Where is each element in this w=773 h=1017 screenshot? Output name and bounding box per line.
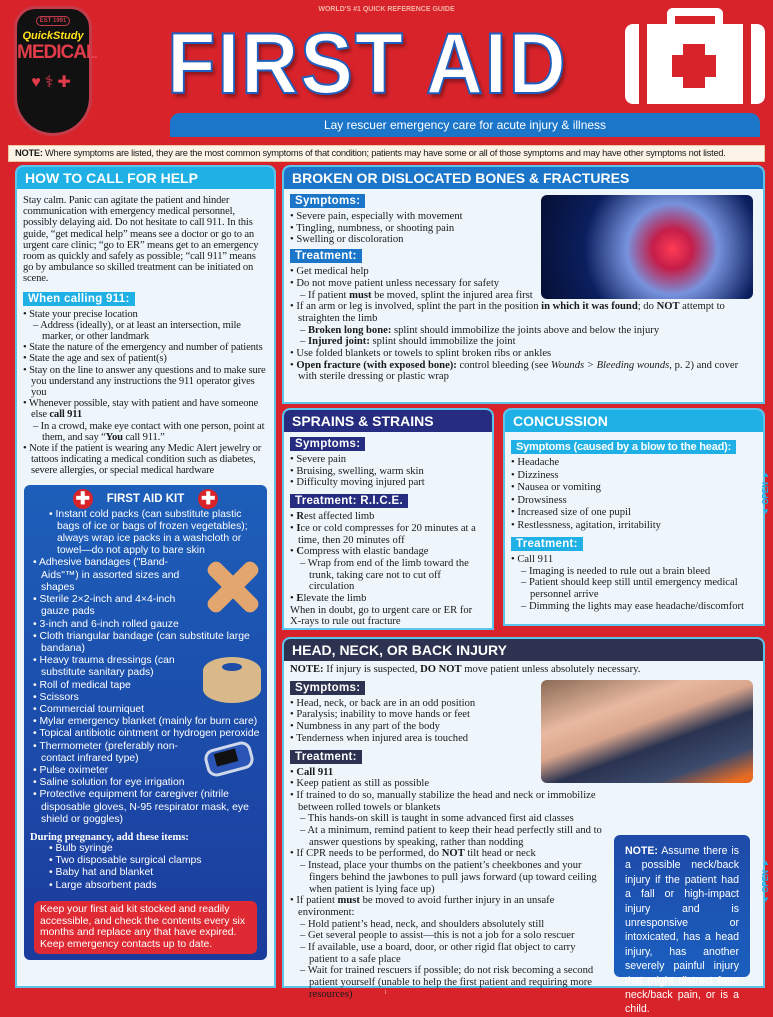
list-item: • Whenever possible, stay with patient and have someone else call 911	[23, 398, 268, 420]
treatment-label: Treatment:	[290, 249, 362, 263]
intro-paragraph: Stay calm. Panic can agitate the patient and hinder communication with emergency medical personnel, possibly delaying aid. Do not hesitate to call 911. In this guide, “get medical help” means see a doctor or go to an urgent care clinic; “go to ER” means get to an emergency room as quickly and safely as possible; “call 911” means go by ambulance so skilled treatment can be initiated on scene.	[23, 195, 259, 285]
treatment-list	[290, 511, 486, 605]
pregnancy-item: • Two disposable surgical clamps	[30, 855, 261, 867]
list-item: • Nausea or vomiting	[511, 482, 757, 495]
sprains-footer: When in doubt, go to urgent care or ER for X-rays to rule out fracture	[290, 604, 473, 628]
symptoms-list	[511, 457, 757, 532]
kit-item: • Cloth triangular bandage (can substitute large bandana)	[30, 631, 261, 655]
tagline: WORLD'S #1 QUICK REFERENCE GUIDE	[318, 6, 455, 13]
head-note: NOTE: If injury is suspected, DO NOT move patient unless absolutely necessary.	[290, 664, 641, 675]
how-to-call-section	[15, 165, 276, 988]
section-title: HOW TO CALL FOR HELP	[17, 167, 274, 189]
list-item: – Patient should keep still until emergency medical personnel arrive	[511, 577, 757, 600]
list-item: • Compress with elastic bandage	[290, 546, 486, 558]
list-item: – Broken long bone: splint should immobilize the joints above and below the injury	[290, 325, 757, 337]
list-item: • Open fracture (with exposed bone): control bleeding (see Wounds > Bleeding wounds, p. 2) and cover with sterile dressing or plastic wrap	[290, 360, 757, 383]
section-title: BROKEN OR DISLOCATED BONES & FRACTURES	[284, 167, 763, 189]
kit-item: • Commercial tourniquet	[30, 704, 261, 716]
shoulder-xray-image	[541, 195, 753, 299]
list-item: • Tenderness when injured area is touched	[290, 733, 757, 745]
treatment-label: Treatment:	[290, 750, 362, 764]
list-item: • If an arm or leg is involved, splint the part in the position in which it was found; do NOT attempt to straighten the limb	[290, 301, 757, 324]
neck-injury-note: NOTE: Assume there is a possible neck/back injury if the patient had a fall or high-impact injury and is unresponsive or intoxicated, has a head injury, has another severely painful injury that might distract from neck/back pain, or is a child.	[614, 835, 750, 977]
list-item: • Bruising, swelling, warm skin	[290, 466, 486, 478]
pregnancy-list	[30, 843, 261, 892]
treatment-label: Treatment:	[511, 537, 583, 551]
open-tab: ▲ OPEN ▼	[761, 470, 770, 516]
list-item: • Elevate the limb	[290, 593, 486, 605]
list-item: – If available, use a board, door, or other rigid flat object to carry patient to a safe place	[290, 942, 606, 965]
treatment-list	[290, 767, 606, 1001]
pregnancy-item: • Baby hat and blanket	[30, 867, 261, 879]
treatment-label: Treatment: R.I.C.E.	[290, 494, 408, 508]
quickstudy-medical-logo: EST 1991 QuickStudy MEDICAL ♥⚕✚	[14, 6, 92, 136]
concussion-section	[503, 408, 765, 626]
list-item: – If patient must be moved, splint the injured area first	[290, 290, 757, 302]
list-item: – Instead, place your thumbs on the patient’s cheekbones and your fingers behind the jawbones to pull jaws forward (up toward ceiling when patient is lying face up)	[290, 860, 606, 895]
list-item: – Wrap from end of the limb toward the trunk, taking care not to cut off circulation	[290, 558, 486, 593]
kit-list	[30, 509, 261, 826]
list-item: • State the age and sex of patient(s)	[23, 353, 268, 364]
pregnancy-item: • Bulb syringe	[30, 843, 261, 855]
list-item: – Injured joint: splint should immobilize the joint	[290, 336, 757, 348]
list-item: • Call 911	[511, 554, 757, 566]
list-item: • Restlessness, agitation, irritability	[511, 520, 757, 533]
list-item: • Use folded blankets or towels to splint broken ribs or ankles	[290, 348, 757, 360]
sprains-section	[282, 408, 494, 630]
kit-reminder: Keep your first aid kit stocked and readily accessible, and check the contents every six months and replace any that have expired. Keep emergency contacts up to date.	[34, 901, 257, 954]
list-item: • If CPR needs to be performed, do NOT tilt head or neck	[290, 848, 606, 860]
treatment-list	[511, 554, 757, 613]
open-tab: ▲ OPEN ▼	[761, 858, 770, 904]
list-item: • Tingling, numbness, or shooting pain	[290, 223, 757, 235]
bandage-image	[205, 559, 261, 613]
list-item: – Imaging is needed to rule out a brain bleed	[511, 566, 757, 578]
list-item: • Increased size of one pupil	[511, 507, 757, 520]
list-item: • Swelling or discoloration	[290, 234, 757, 246]
symptoms-label: Symptoms:	[290, 437, 365, 451]
list-item: – This hands-on skill is taught in some advanced first aid classes	[290, 813, 606, 825]
kit-item: • Sterile 2×2-inch and 4×4-inch gauze pads	[30, 594, 261, 618]
list-item: • Rest affected limb	[290, 511, 486, 523]
list-item: • Dizziness	[511, 470, 757, 483]
cpr-stabilization-photo	[541, 680, 753, 783]
list-item: • Numbness in any part of the body	[290, 721, 757, 733]
page-title: FIRST AID	[167, 16, 568, 112]
kit-item: • Heavy trauma dressings (can substitute sanitary pads)	[30, 655, 261, 679]
list-item: • Difficulty moving injured part	[290, 477, 486, 489]
list-item: • Keep patient as still as possible	[290, 778, 606, 790]
list-item: • Severe pain, especially with movement	[290, 211, 757, 223]
first-aid-kit-icon	[625, 8, 765, 98]
symptoms-label: Symptoms:	[290, 681, 365, 695]
pulse-oximeter-image	[201, 743, 261, 783]
list-item: • Head, neck, or back are in an odd position	[290, 698, 757, 710]
red-cross-icon: ✚	[73, 489, 93, 509]
calling-911-list	[23, 309, 268, 477]
section-title: CONCUSSION	[505, 410, 763, 432]
subheading: When calling 911:	[23, 292, 135, 306]
list-item: • If trained to do so, manually stabilize the head and neck or immobilize between rolled towels or blankets	[290, 790, 606, 813]
list-item: – Wait for trained rescuers if possible; do not risk becoming a second patient yourself (unable to help the first patient and requiring more resources)	[290, 965, 606, 1000]
list-item: – At a minimum, remind patient to keep their head perfectly still and to answer questions by speaking, rather than nodding	[290, 825, 606, 848]
list-item: • Headache	[511, 457, 757, 470]
open-label: OPEN	[761, 870, 770, 893]
list-item: • State your precise location	[23, 309, 268, 320]
section-title: HEAD, NECK, OR BACK INJURY	[284, 639, 763, 661]
kit-item: • Topical antibiotic ointment or hydrogen peroxide	[30, 728, 261, 740]
list-item: – Address (ideally), or at least an intersection, mile marker, or other landmark	[23, 320, 268, 342]
kit-item: • Saline solution for eye irrigation	[30, 777, 261, 789]
broken-bones-section	[282, 165, 765, 404]
kit-item: • Protective equipment for caregiver (nitrile disposable gloves, N-95 respirator mask, eye shield or goggles)	[30, 789, 261, 826]
first-aid-kit-box	[24, 485, 267, 960]
list-item: • Get medical help	[290, 266, 757, 278]
symptoms-note: NOTE: Where symptoms are listed, they are the most common symptoms of that condition; patients may have some or all of those symptoms and may have other symptoms not listed.	[8, 145, 765, 162]
list-item: • Note if the patient is wearing any Medic Alert jewelry or tattoos indicating a medical condition such as diabetes, severe allergies, or special medical hardware	[23, 443, 268, 477]
open-label: OPEN	[761, 482, 770, 505]
list-item: • Paralysis; inability to move hands or feet	[290, 709, 757, 721]
kit-item: • 3-inch and 6-inch rolled gauze	[30, 619, 261, 631]
head-neck-back-section	[282, 637, 765, 1016]
list-item: • Do not move patient unless necessary for safety	[290, 278, 757, 290]
kit-item: • Roll of medical tape	[30, 680, 261, 692]
symptoms-label: Symptoms (caused by a blow to the head):	[511, 440, 736, 454]
kit-item: • Scissors	[30, 692, 261, 704]
kit-item: • Instant cold packs (can substitute plastic bags of ice or bags of frozen vegetables); always wrap ice packs in a washcloth or towel—do not apply to bare skin	[30, 509, 261, 558]
list-item: • Severe pain	[290, 454, 486, 466]
section-title: SPRAINS & STRAINS	[284, 410, 492, 432]
kit-item: • Thermometer (preferably non-contact infrared type)	[30, 741, 261, 765]
list-item: – Dimming the lights may ease headache/discomfort	[511, 601, 757, 613]
page-number: 1	[384, 990, 387, 996]
kit-item: • Adhesive bandages ("Band-Aids"™) in assorted sizes and shapes	[30, 557, 261, 594]
pregnancy-heading: During pregnancy, add these items:	[30, 831, 189, 843]
kit-title: FIRST AID KIT	[106, 492, 185, 505]
heart-caduceus-kit-icons: ♥⚕✚	[31, 74, 75, 91]
list-item: • Stay on the line to answer any questions and to make sure you understand any instructions the 911 operator gives you	[23, 365, 268, 399]
list-item: • State the nature of the emergency and number of patients	[23, 342, 268, 353]
list-item: – In a crowd, make eye contact with one person, point at them, and say “You call 911.”	[23, 421, 268, 443]
symptoms-list	[290, 454, 486, 489]
subtitle: Lay rescuer emergency care for acute injury & illness	[170, 113, 760, 137]
list-item: • Drowsiness	[511, 495, 757, 508]
pregnancy-item: • Large absorbent pads	[30, 880, 261, 892]
kit-item: • Pulse oximeter	[30, 765, 261, 777]
medical-tape-image	[203, 657, 261, 703]
list-item: • If patient must be moved to avoid further injury in an unsafe environment:	[290, 895, 606, 918]
list-item: • Call 911	[290, 767, 606, 779]
kit-item: • Mylar emergency blanket (mainly for burn care)	[30, 716, 261, 728]
symptoms-label: Symptoms:	[290, 194, 365, 208]
list-item: • Ice or cold compresses for 20 minutes at a time, then 20 minutes off	[290, 523, 486, 546]
list-item: – Hold patient’s head, neck, and shoulders absolutely still	[290, 919, 606, 931]
list-item: – Get several people to assist—this is not a job for a solo rescuer	[290, 930, 606, 942]
red-cross-icon: ✚	[198, 489, 218, 509]
